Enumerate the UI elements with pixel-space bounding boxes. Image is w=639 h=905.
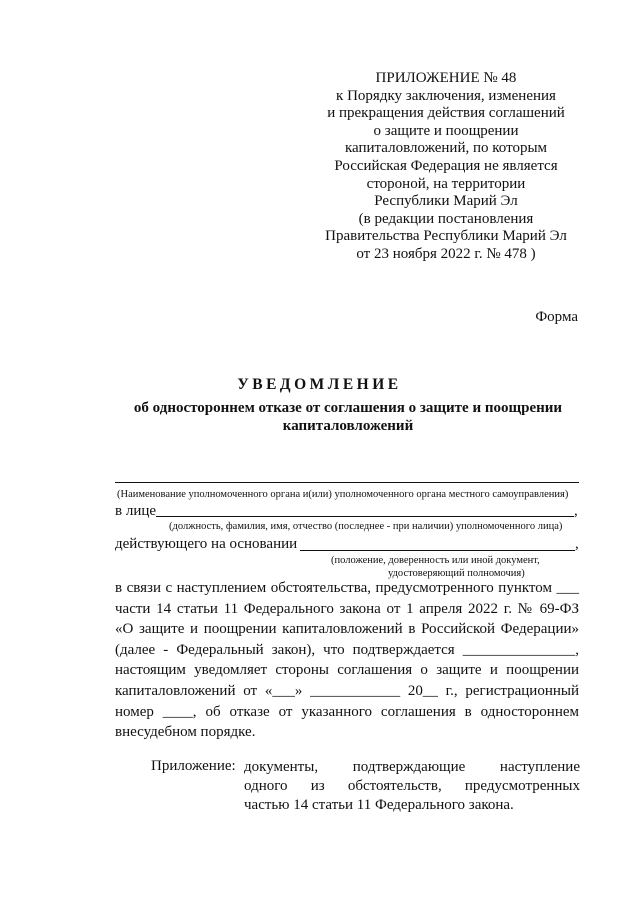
- appendix-line: о защите и поощрении: [373, 122, 519, 139]
- body-line: «О защите и поощрении капиталовложений в Российской Федерации»: [115, 621, 579, 638]
- appendix-line: ПРИЛОЖЕНИЕ № 48: [375, 70, 517, 86]
- body-line: капиталовложений от «___» ____________ 20__ г., регистрационный: [115, 682, 579, 699]
- authority-caption: (Наименование уполномоченного органа и(или) уполномоченного органа местного самоуправления): [117, 489, 569, 500]
- basis-suffix: ,: [575, 536, 579, 552]
- body-line: номер ____, об отказе от указанного соглашения в одностороннем: [115, 703, 579, 720]
- authority-blank-line[interactable]: [115, 482, 579, 483]
- annex-line: одного из обстоятельств, предусмотренных: [244, 778, 580, 794]
- document-title: УВЕДОМЛЕНИЕ: [237, 376, 402, 393]
- person-blank-line[interactable]: [156, 516, 574, 517]
- body-line: настоящим уведомляет стороны соглашения о защите и поощрении: [115, 662, 579, 679]
- person-caption: (должность, фамилия, имя, отчество (последнее - при наличии) уполномоченного лица): [169, 521, 563, 532]
- appendix-line: от 23 ноября 2022 г. № 478 ): [356, 245, 536, 262]
- basis-caption-2: удостоверяющий полномочия): [388, 568, 525, 579]
- body-line: внесудебном порядке.: [115, 724, 256, 741]
- person-suffix: ,: [574, 503, 578, 519]
- body-line: в связи с наступлением обстоятельства, предусмотренного пунктом ___: [115, 580, 579, 596]
- basis-caption-1: (положение, доверенность или иной документ,: [331, 555, 540, 566]
- notice-body: [115, 578, 579, 743]
- person-prefix: в лице: [115, 503, 157, 519]
- form-label: Форма: [535, 309, 578, 325]
- body-line: (далее - Федеральный закон), что подтверждается _______________,: [115, 641, 579, 658]
- appendix-line: Республики Марий Эл: [374, 193, 518, 210]
- annex-line: документы, подтверждающие наступление: [244, 759, 580, 775]
- body-line: части 14 статьи 11 Федерального закона от 1 апреля 2022 г. № 69-ФЗ: [115, 600, 579, 617]
- basis-prefix: действующего на основании: [115, 536, 298, 552]
- annex-line: частью 14 статьи 11 Федерального закона.: [244, 797, 514, 813]
- annex-text: [244, 758, 580, 815]
- appendix-line: Российская Федерация не является: [334, 157, 558, 174]
- appendix-line: Правительства Республики Марий Эл: [325, 228, 567, 245]
- basis-blank-line[interactable]: [300, 550, 575, 551]
- appendix-line: капиталовложений, по которым: [344, 140, 548, 157]
- appendix-line: (в редакции постановления: [358, 210, 534, 227]
- appendix-line: стороной, на территории: [366, 175, 526, 192]
- annex-label: Приложение:: [151, 758, 236, 774]
- document-subtitle: об одностороннем отказе от соглашения о защите и поощрении капиталовложений: [133, 400, 563, 434]
- appendix-header: [312, 70, 580, 264]
- appendix-line: и прекращения действия соглашений: [327, 105, 565, 122]
- appendix-line: к Порядку заключения, изменения: [336, 87, 556, 104]
